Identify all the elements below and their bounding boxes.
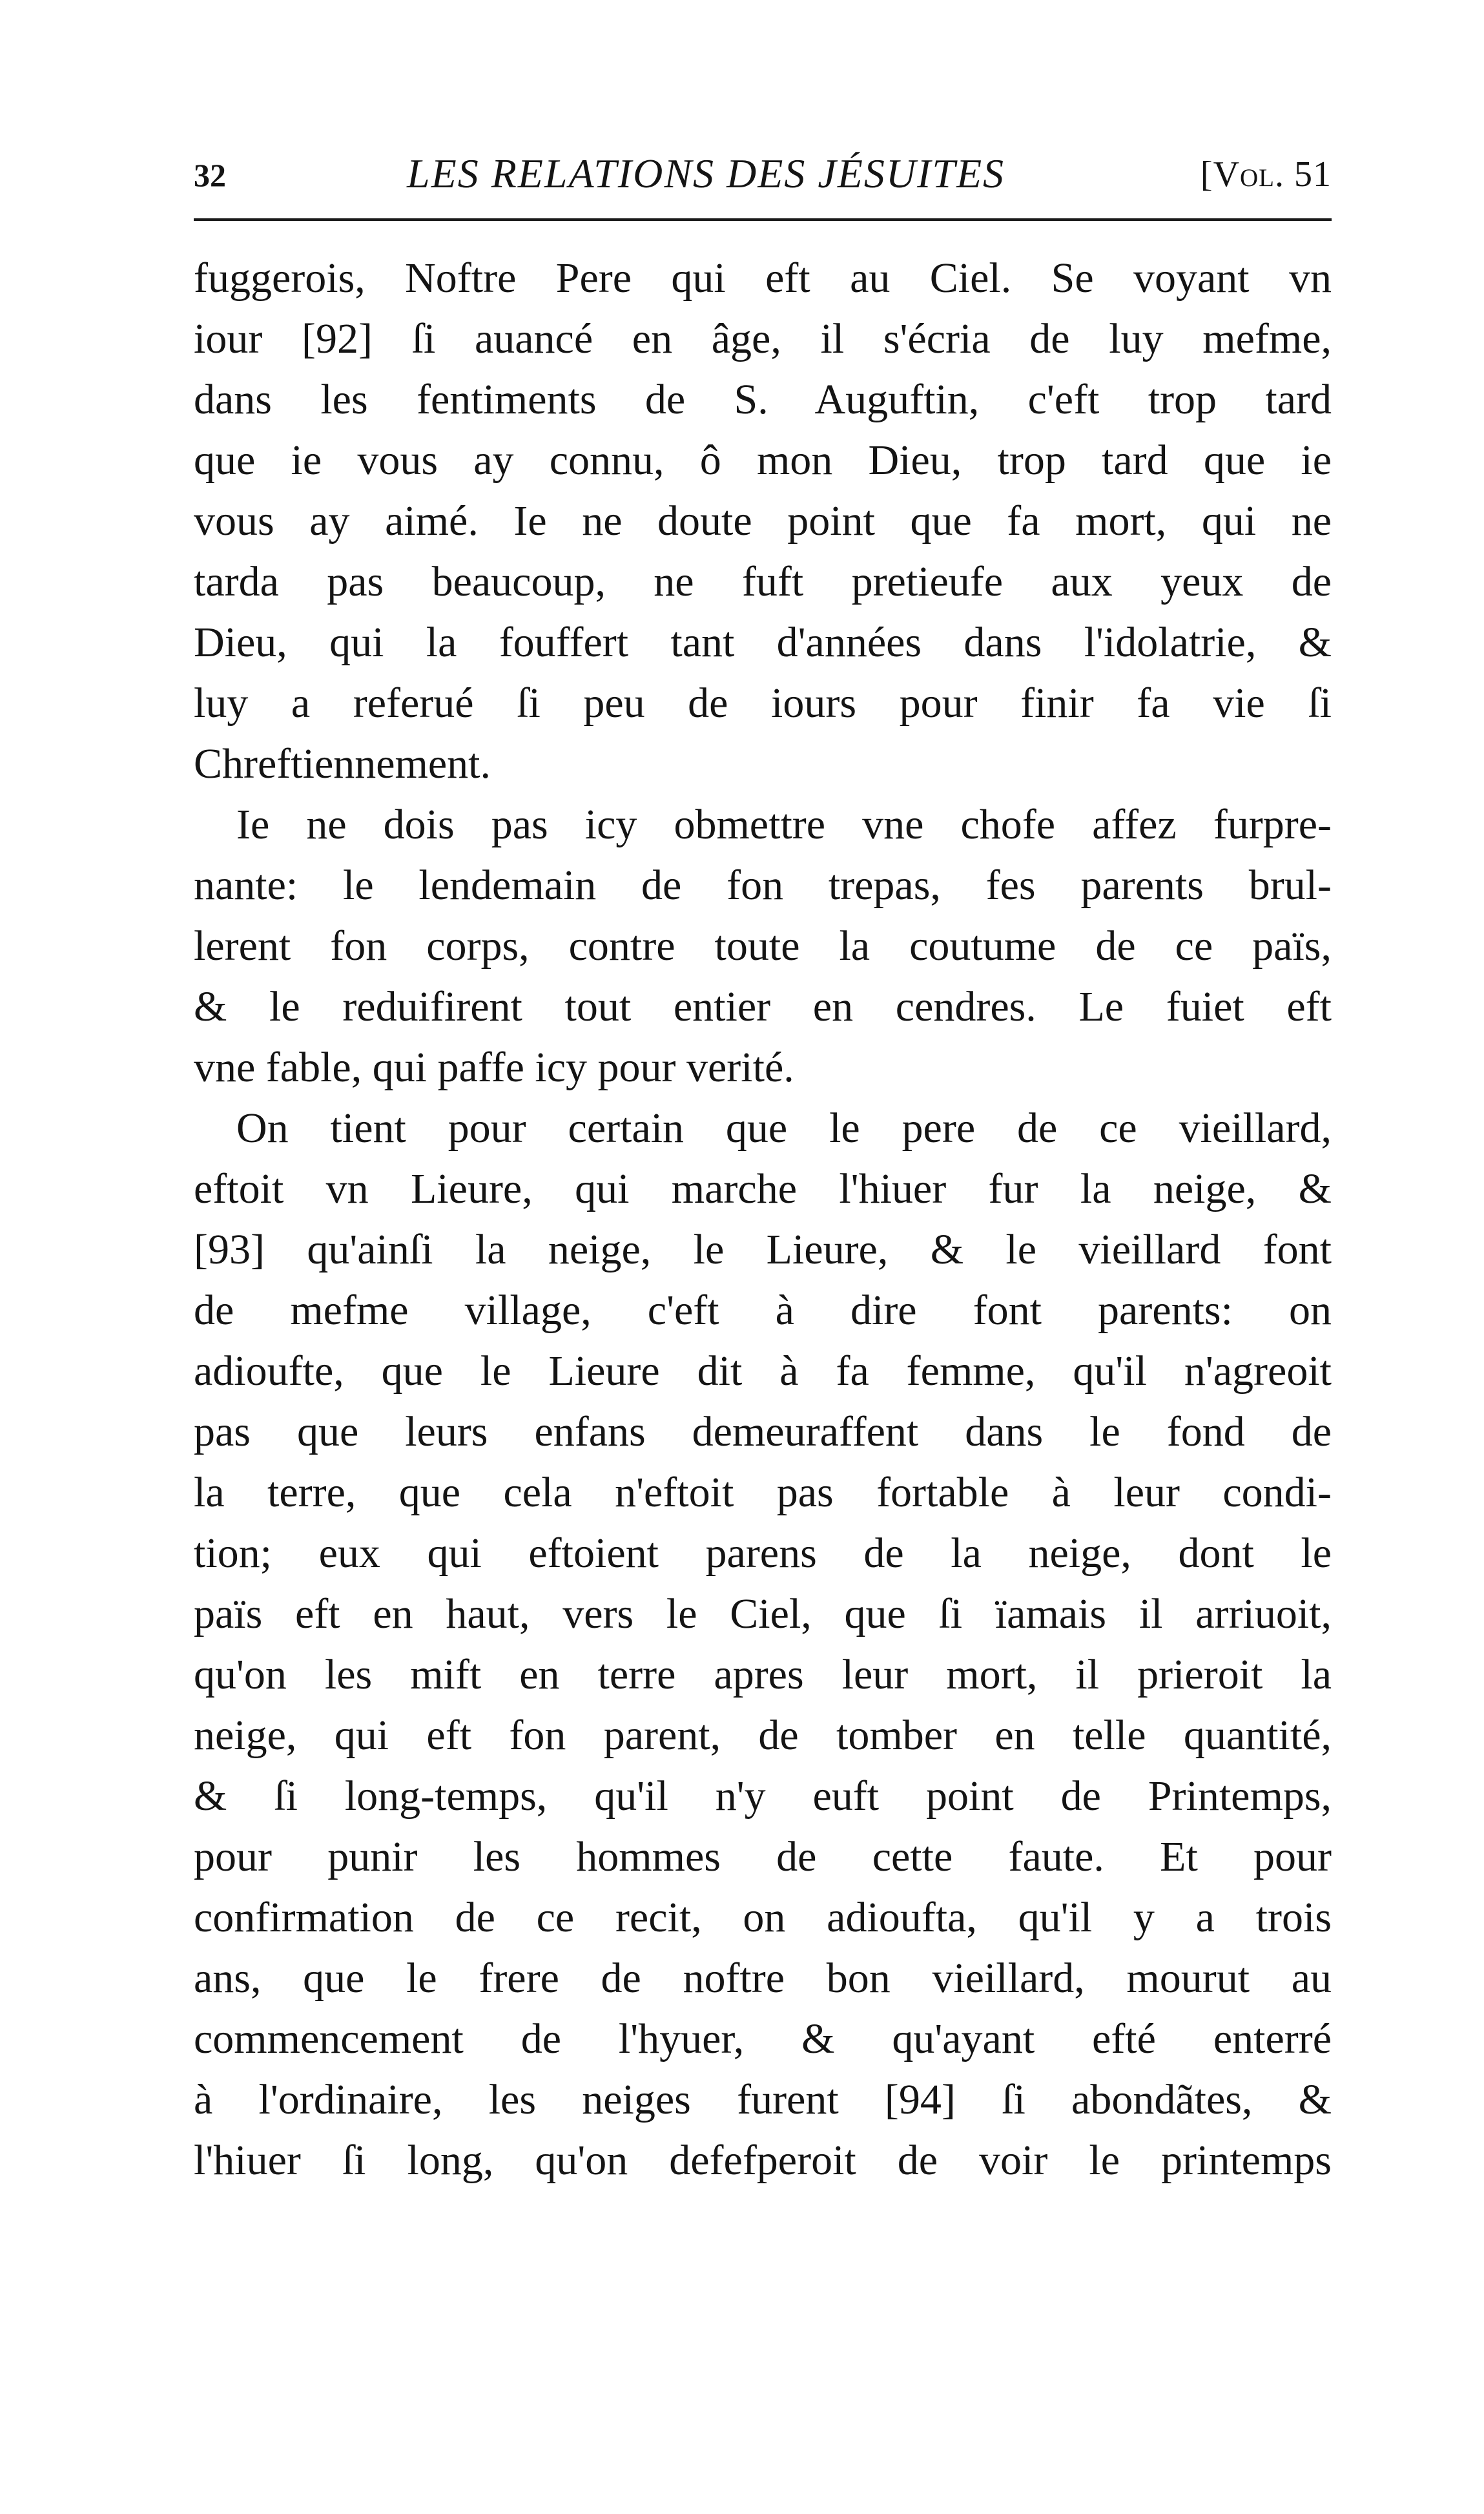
text-line: pas que leurs enfans demeuraffent dans le fond de <box>194 1408 1332 1455</box>
page-number: 32 <box>194 157 226 193</box>
text-line: & ſi long-temps, qu'il n'y euft point de Printemps, <box>194 1772 1332 1820</box>
body-text <box>194 248 1332 2191</box>
text-line: que ie vous ay connu, ô mon Dieu, trop tard que ie <box>194 437 1332 484</box>
text-line: pour punir les hommes de cette faute. Et pour <box>194 1833 1332 1880</box>
text-line: dans les fentiments de S. Auguftin, c'eft trop tard <box>194 376 1332 423</box>
text-line: qu'on les mift en terre apres leur mort, il prieroit la <box>194 1651 1332 1698</box>
running-title: LES RELATIONS DES JÉSUITES <box>407 151 1005 196</box>
text-line: païs eft en haut, vers le Ciel, que ſi ïamais il arriuoit, <box>194 1590 1332 1637</box>
text-line: eftoit vn Lieure, qui marche l'hiuer fur la neige, & <box>194 1165 1332 1212</box>
text-line: vne fable, qui paffe icy pour verité. <box>194 1044 794 1091</box>
text-line: lerent fon corps, contre toute la coutume de ce païs, <box>194 922 1332 970</box>
text-line: tarda pas beaucoup, ne fuft pretieufe aux yeux de <box>194 558 1332 605</box>
header-rule <box>194 218 1332 221</box>
running-header <box>194 150 1332 208</box>
text-line: commencement de l'hyuer, & qu'ayant efté enterré <box>194 2015 1332 2062</box>
text-line: de mefme village, c'eft à dire font parents: on <box>194 1287 1332 1334</box>
text-line: luy a referué ſi peu de iours pour finir fa vie ſi <box>194 680 1332 727</box>
text-line: tion; eux qui eftoient parens de la neige, dont le <box>194 1530 1332 1577</box>
text-line: neige, qui eft fon parent, de tomber en telle quantité, <box>194 1712 1332 1759</box>
text-line: l'hiuer ſi long, qu'on defefperoit de voir le printemps <box>194 2137 1332 2184</box>
text-line: fuggerois, Noftre Pere qui eft au Ciel. Se voyant vn <box>194 255 1332 302</box>
text-line: confirmation de ce recit, on adioufta, qu'il y a trois <box>194 1894 1332 1941</box>
volume-marker: [Vol. 51 <box>1200 154 1332 194</box>
text-line: [93] qu'ainſi la neige, le Lieure, & le vieillard font <box>194 1226 1332 1273</box>
text-line: Dieu, qui la fouffert tant d'années dans l'idolatrie, & <box>194 619 1332 666</box>
text-line: vous ay aimé. Ie ne doute point que fa mort, qui ne <box>194 497 1332 545</box>
text-line: & le reduifirent tout entier en cendres. Le fuiet eft <box>194 983 1332 1030</box>
text-line: iour [92] ſi auancé en âge, il s'écria de luy mefme, <box>194 315 1332 362</box>
text-line: la terre, que cela n'eftoit pas fortable à leur condi- <box>194 1469 1332 1516</box>
text-line: nante: le lendemain de fon trepas, fes parents brul- <box>194 862 1332 909</box>
text-line: Ie ne dois pas icy obmettre vne chofe affez furpre- <box>236 801 1332 848</box>
text-line: adioufte, que le Lieure dit à fa femme, qu'il n'agreoit <box>194 1347 1332 1395</box>
text-line: ans, que le frere de noftre bon vieillard, mourut au <box>194 1955 1332 2002</box>
text-line: On tient pour certain que le pere de ce vieillard, <box>236 1105 1332 1152</box>
text-line: Chreftiennement. <box>194 740 491 787</box>
text-line: à l'ordinaire, les neiges furent [94] ſi abondãtes, & <box>194 2076 1332 2123</box>
